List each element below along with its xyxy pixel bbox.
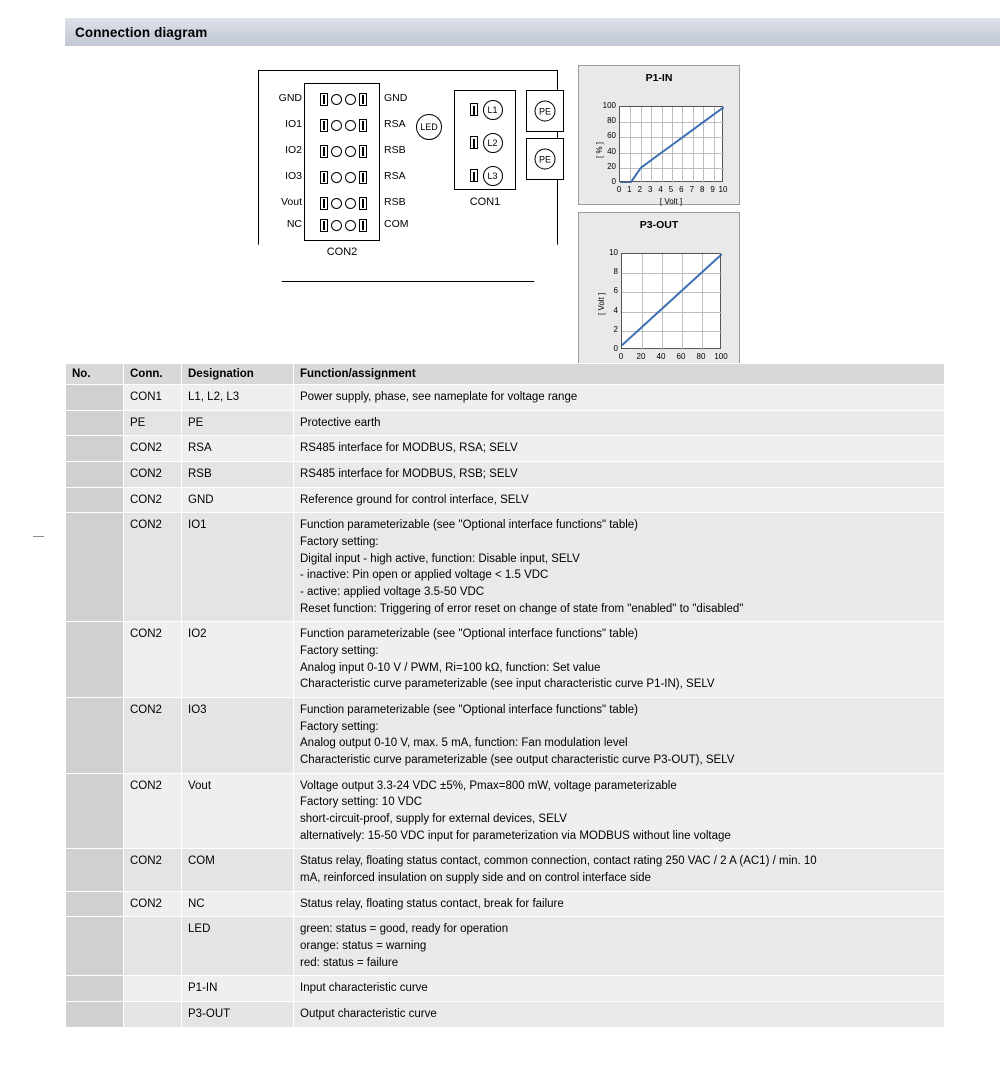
cell-no [66,698,124,774]
cell-function [294,773,945,849]
col-function: Function/assignment [294,364,945,385]
function-line: RS485 interface for MODBUS, RSB; SELV [300,468,518,481]
con2-row [305,138,381,164]
col-conn: Conn. [124,364,182,385]
terminal-screw-right [359,219,367,232]
cell-no [66,773,124,849]
table-row [66,1002,945,1028]
terminal-hole-right [345,220,356,231]
cell-conn: CON1 [124,385,182,411]
cell-conn [124,917,182,976]
terminal-hole-left [331,220,342,231]
x-tick-label: 5 [668,185,674,194]
chart-p1-in [578,65,740,205]
connection-diagram [0,55,1000,361]
y-tick-label: 8 [613,267,618,277]
table-row [66,917,945,976]
chart-p1-plot-area [579,84,739,222]
cell-function [294,891,945,917]
terminal-screw-right [359,93,367,106]
terminal-screw-left [320,171,328,184]
cell-function [294,436,945,462]
cell-no [66,891,124,917]
function-line: Reference ground for control interface, SELV [300,493,529,506]
cell-designation: Vout [182,773,294,849]
y-tick-label: 6 [613,286,618,296]
table-row [66,385,945,411]
cell-no [66,1002,124,1028]
led-label: LED [420,122,438,132]
con1-row [455,93,517,126]
terminal-hole-left [331,146,342,157]
con2-label-left: GND [278,92,302,104]
cell-conn: CON2 [124,698,182,774]
cell-conn: CON2 [124,622,182,698]
cell-no [66,622,124,698]
pe-terminal-2 [526,138,564,180]
cell-conn: PE [124,410,182,436]
cell-function [294,698,945,774]
terminal-screw-left [320,197,328,210]
plot-frame [619,106,723,182]
function-line: Analog input 0-10 V / PWM, Ri=100 kΩ, function: Set value [300,661,601,674]
con2-label-right: GND [384,92,408,104]
con2-label-left: IO1 [285,118,302,130]
con2-caption: CON2 [326,246,358,258]
con2-terminal-block [304,83,380,241]
cell-designation: P1-IN [182,976,294,1002]
function-line: alternatively: 15-50 VDC input for parameterization via MODBUS without line voltage [300,829,731,842]
cell-conn: CON2 [124,487,182,513]
cell-conn: CON2 [124,891,182,917]
section-header [65,18,1000,46]
function-line: Function parameterizable (see "Optional interface functions" table) [300,519,639,532]
y-tick-label: 4 [613,305,618,315]
device-contents [258,70,558,282]
x-tick-label: 6 [679,185,684,194]
x-tick-label: 1 [627,185,632,194]
col-no: No. [66,364,124,385]
cell-designation: COM [182,849,294,891]
cell-designation: PE [182,410,294,436]
cell-function [294,1002,945,1028]
cell-designation: IO3 [182,698,294,774]
con1-caption: CON1 [469,196,501,208]
table-row [66,698,945,774]
cell-no [66,436,124,462]
con2-label-right: RSB [384,196,406,208]
table-row [66,849,945,891]
cell-designation: NC [182,891,294,917]
terminal-hole-left [331,198,342,209]
terminal-hole-right [345,146,356,157]
terminal-screw [470,103,478,116]
cell-conn: CON2 [124,513,182,622]
cell-no [66,849,124,891]
cell-designation: IO1 [182,513,294,622]
chart-p3-title: P3-OUT [639,219,679,231]
y-axis-label: [ Volt ] [597,292,606,315]
terminal-hole-left [331,120,342,131]
terminal-screw-left [320,145,328,158]
cell-conn: CON2 [124,849,182,891]
cell-function [294,976,945,1002]
terminal-hole-right [345,198,356,209]
x-tick-label: 0 [618,352,624,361]
cell-function [294,385,945,411]
terminal-screw-left [320,219,328,232]
function-line: Factory setting: [300,645,379,658]
con2-row [305,212,381,238]
y-tick-label: 10 [609,248,618,257]
con1-phase-label: L2 [483,133,503,153]
function-line: Voltage output 3.3-24 VDC ±5%, Pmax=800 mW, voltage parameterizable [300,779,677,792]
function-line: Reset function: Triggering of error reset on change of state from "enabled" to "disabled" [300,602,744,615]
connection-table [65,363,945,1028]
function-line: Function parameterizable (see "Optional interface functions" table) [300,704,639,717]
terminal-screw-right [359,197,367,210]
con2-row [305,164,381,190]
cell-no [66,976,124,1002]
series-polyline [622,254,722,350]
con1-row [455,159,517,192]
function-line: - inactive: Pin open or applied voltage < 1.5 VDC [300,569,549,582]
con2-label-right: RSB [384,144,406,156]
function-line: Characteristic curve parameterizable (see output characteristic curve P3-OUT), SELV [300,754,735,767]
cell-designation: GND [182,487,294,513]
con2-label-right: COM [384,218,409,230]
cell-function [294,849,945,891]
table-row [66,410,945,436]
table-row [66,891,945,917]
cell-function [294,513,945,622]
terminal-screw [470,136,478,149]
table-row [66,622,945,698]
function-line: Factory setting: 10 VDC [300,796,423,809]
cell-function [294,487,945,513]
con2-label-left: NC [286,218,302,230]
y-tick-label: 40 [607,146,616,156]
y-tick-label: 80 [607,116,616,126]
chart-p1-title: P1-IN [645,72,673,84]
cell-no [66,513,124,622]
function-line: Characteristic curve parameterizable (see input characteristic curve P1-IN), SELV [300,678,715,691]
function-line: Factory setting: [300,720,379,733]
col-designation: Designation [182,364,294,385]
x-tick-label: 20 [636,352,646,361]
y-tick-label: 2 [613,324,618,334]
function-line: Function parameterizable (see "Optional interface functions" table) [300,628,639,641]
cell-function [294,462,945,488]
con1-phase-label: L3 [483,166,503,186]
function-line: orange: status = warning [300,940,427,953]
con2-label-right: RSA [384,170,406,182]
function-line: Digital input - high active, function: Disable input, SELV [300,552,580,565]
plot-frame [621,253,721,349]
table-row [66,513,945,622]
function-line: Status relay, floating status contact, common connection, contact rating 250 VAC / 2 A (AC1) / min. 10 [300,855,817,868]
cell-designation: RSB [182,462,294,488]
function-line: mA, reinforced insulation on supply side and on control interface side [300,872,651,885]
terminal-screw [470,169,478,182]
x-tick-label: 80 [696,352,706,361]
cell-conn: CON2 [124,436,182,462]
con1-terminal-block [454,90,516,190]
function-line: Output characteristic curve [300,1008,437,1021]
cell-conn [124,976,182,1002]
table-row [66,773,945,849]
cell-no [66,917,124,976]
y-axis-label: [ % ] [595,141,604,158]
cell-designation: IO2 [182,622,294,698]
y-tick-label: 0 [613,344,618,353]
cell-conn: CON2 [124,462,182,488]
x-tick-label: 9 [710,185,715,194]
function-line: Protective earth [300,416,381,429]
x-tick-label: 2 [637,185,643,194]
terminal-screw-left [320,93,328,106]
terminal-hole-left [331,94,342,105]
terminal-hole-right [345,120,356,131]
x-tick-label: 4 [658,185,663,194]
table-row [66,976,945,1002]
page-title: Connection diagram [75,24,208,40]
con1-phase-label: L1 [483,100,503,120]
function-line: RS485 interface for MODBUS, RSA; SELV [300,442,518,455]
cell-conn [124,1002,182,1028]
y-tick-label: 60 [607,131,616,141]
pe-label-2: PE [535,149,556,170]
cell-conn: CON2 [124,773,182,849]
terminal-screw-right [359,171,367,184]
terminal-screw-right [359,119,367,132]
y-tick-label: 20 [607,161,616,171]
function-line: red: status = failure [300,956,399,969]
function-line: Status relay, floating status contact, break for failure [300,897,564,910]
con2-label-right: RSA [384,118,406,130]
con2-row [305,112,381,138]
x-tick-label: 100 [714,352,728,361]
x-tick-label: 40 [656,352,666,361]
function-line: Factory setting: [300,536,379,549]
con2-row [305,86,381,112]
terminal-screw-left [320,119,328,132]
cell-no [66,462,124,488]
x-axis-label: [ Volt ] [659,197,683,206]
table-row [66,436,945,462]
x-tick-label: 0 [616,185,622,194]
table-row [66,487,945,513]
x-tick-label: 3 [647,185,653,194]
cell-no [66,385,124,411]
terminal-screw-right [359,145,367,158]
cell-designation: L1, L2, L3 [182,385,294,411]
function-line: Analog output 0-10 V, max. 5 mA, function: Fan modulation level [300,737,628,750]
cell-designation: P3-OUT [182,1002,294,1028]
table-row [66,462,945,488]
x-tick-label: 8 [699,185,705,194]
cell-no [66,410,124,436]
table-header-row [66,364,945,385]
pe-label-1: PE [535,101,556,122]
function-line: Power supply, phase, see nameplate for voltage range [300,391,578,403]
x-tick-label: 7 [689,185,695,194]
cell-function [294,622,945,698]
y-tick-label: 100 [602,101,616,110]
cell-designation: LED [182,917,294,976]
con2-label-left: Vout [280,196,302,208]
x-tick-label: 60 [676,352,686,361]
con2-label-left: IO3 [285,170,302,182]
terminal-hole-right [345,172,356,183]
x-tick-label: 10 [718,185,728,194]
cell-designation: RSA [182,436,294,462]
page-margin-tick [33,536,44,537]
con1-row [455,126,517,159]
function-line: green: status = good, ready for operation [300,923,509,936]
function-line: short-circuit-proof, supply for external devices, SELV [300,813,567,826]
cell-function [294,917,945,976]
pe-terminal-1 [526,90,564,132]
series-polyline [620,107,724,183]
function-line: Input characteristic curve [300,982,428,995]
con2-label-left: IO2 [285,144,302,156]
function-line: - active: applied voltage 3.5-50 VDC [300,586,485,599]
terminal-hole-left [331,172,342,183]
terminal-hole-right [345,94,356,105]
cell-no [66,487,124,513]
y-tick-label: 0 [611,177,616,186]
cell-function [294,410,945,436]
